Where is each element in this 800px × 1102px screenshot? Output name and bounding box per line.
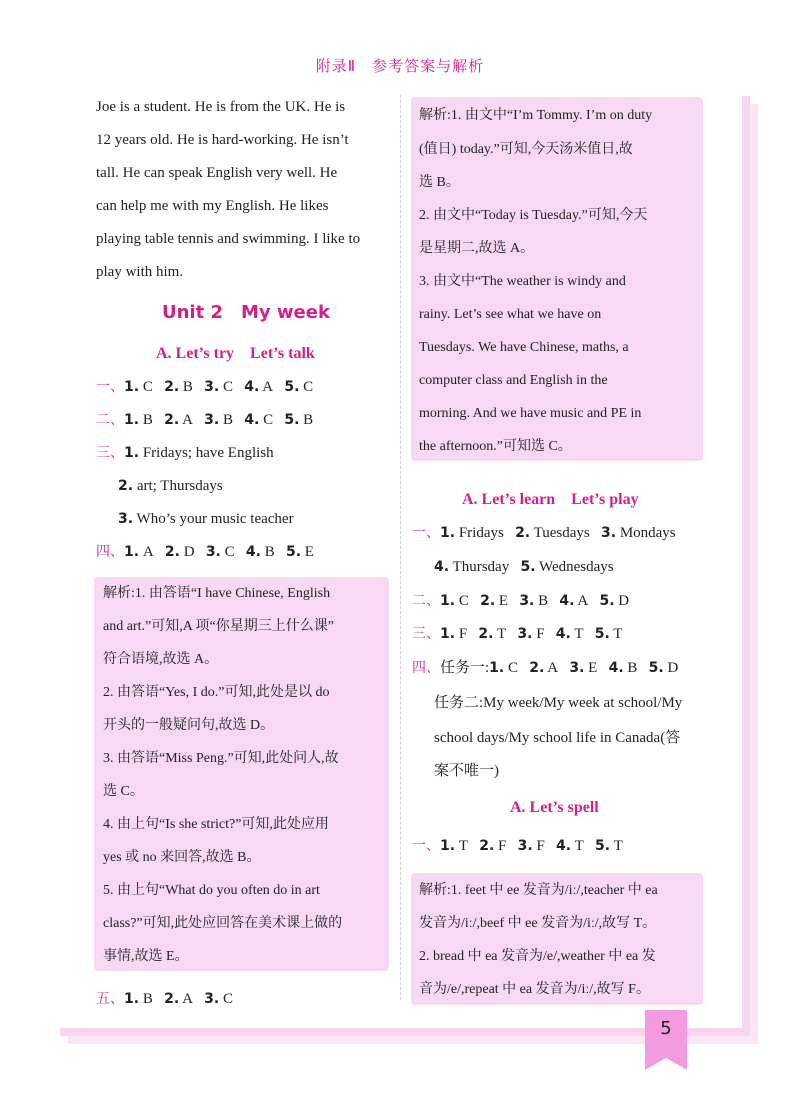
answer-row-2: 二、1. B 2. A 3. B 4. C 5. B — [96, 412, 314, 428]
explanation-line: yes 或 no 来回答,故选 B。 — [103, 850, 261, 865]
explanation-line: rainy. Let’s see what we have on — [419, 307, 602, 322]
question-label: 四、 — [96, 544, 124, 560]
answer-row-r1b: 4. Thursday 5. Wednesdays — [434, 559, 614, 575]
answer-row-r3: 三、1. F 2. T 3. F 4. T 5. T — [412, 626, 623, 642]
column-divider — [400, 95, 401, 1000]
answer-row-3c: 3. Who’s your music teacher — [118, 511, 294, 527]
explanation-line: 开头的一般疑问句,故选 D。 — [103, 718, 275, 733]
passage-line: playing table tennis and swimming. I like to — [96, 231, 361, 247]
explanation-line: (值日) today.”可知,今天汤米值日,故 — [419, 142, 633, 157]
passage-line: can help me with my English. He likes — [96, 198, 329, 214]
question-label: 五、 — [96, 991, 124, 1007]
explanation-line: 2. bread 中 ea 发音为/e/,weather 中 ea 发 — [419, 949, 656, 964]
question-label: 三、 — [412, 626, 440, 642]
answer-row-4: 四、1. A 2. D 3. C 4. B 5. E — [96, 544, 314, 560]
explanation-line: 4. 由上句“Is she strict?”可知,此处应用 — [103, 817, 329, 832]
explanation-line: 3. 由答语“Miss Peng.”可知,此处问人,故 — [103, 751, 339, 766]
task2-line: 任务二:My week/My week at school/My — [434, 695, 683, 711]
explanation-line: 3. 由文中“The weather is windy and — [419, 274, 626, 289]
section-title: A. Let’s learn Let’s play — [462, 491, 639, 508]
answer-row-r2: 二、1. C 2. E 3. B 4. A 5. D — [412, 593, 630, 609]
section-title: A. Let’s try Let’s talk — [156, 345, 315, 362]
answer-row-r4: 四、任务一:1. C 2. A 3. E 4. B 5. D — [412, 660, 679, 676]
page-header: 附录Ⅱ 参考答案与解析 — [315, 57, 485, 75]
passage-line: 12 years old. He is hard-working. He isn’t — [96, 132, 349, 148]
explanation-line: 解析:1. 由文中“I’m Tommy. I’m on duty — [419, 108, 653, 123]
explanation-line: the afternoon.”可知选 C。 — [419, 439, 572, 454]
explanation-line: 发音为/iː/,beef 中 ee 发音为/iː/,故写 T。 — [419, 916, 657, 931]
task2-line: 案不唯一) — [434, 763, 499, 779]
unit-title: Unit 2 My week — [162, 302, 330, 323]
explanation-line: and art.”可知,A 项“你星期三上什么课” — [103, 619, 334, 634]
question-label: 一、 — [96, 379, 124, 395]
answer-row-3: 三、1. Fridays; have English — [96, 445, 274, 461]
explanation-line: Tuesdays. We have Chinese, maths, a — [419, 340, 629, 355]
question-label: 一、 — [412, 525, 440, 541]
explanation-line: morning. And we have music and PE in — [419, 406, 642, 421]
answer-row-1: 一、1. C 2. B 3. C 4. A 5. C — [96, 379, 314, 395]
question-label: 一、 — [412, 838, 440, 854]
question-label: 二、 — [412, 593, 440, 609]
explanation-line: 事情,故选 E。 — [103, 949, 189, 964]
question-label: 三、 — [96, 445, 124, 461]
explanation-line: 解析:1. feet 中 ee 发音为/iː/,teacher 中 ea — [419, 883, 658, 898]
question-label: 四、 — [412, 660, 440, 676]
explanation-line: 2. 由答语“Yes, I do.”可知,此处是以 do — [103, 685, 330, 700]
passage-line: Joe is a student. He is from the UK. He is — [96, 99, 346, 115]
explanation-line: 音为/e/,repeat 中 ea 发音为/iː/,故写 F。 — [419, 982, 650, 997]
passage-line: tall. He can speak English very well. He — [96, 165, 338, 181]
passage-line: play with him. — [96, 264, 184, 280]
explanation-line: computer class and English in the — [419, 373, 608, 388]
explanation-line: 选 C。 — [103, 784, 144, 799]
section-title: A. Let’s spell — [510, 799, 599, 816]
explanation-line: 是星期二,故选 A。 — [419, 241, 535, 256]
explanation-line: 解析:1. 由答语“I have Chinese, English — [103, 586, 331, 601]
page-number: 5 — [660, 1018, 672, 1039]
explanation-line: 2. 由文中“Today is Tuesday.”可知,今天 — [419, 208, 648, 223]
explanation-line: 5. 由上句“What do you often do in art — [103, 883, 320, 898]
task2-line: school days/My school life in Canada(答 — [434, 730, 681, 746]
answer-row-3b: 2. art; Thursdays — [118, 478, 223, 494]
answer-row-r1: 一、1. Fridays 2. Tuesdays 3. Mondays — [412, 525, 676, 541]
explanation-line: 符合语境,故选 A。 — [103, 652, 219, 667]
explanation-line: class?”可知,此处应回答在美术课上做的 — [103, 916, 343, 931]
answer-row-5: 五、1. B 2. A 3. C — [96, 991, 233, 1007]
question-label: 二、 — [96, 412, 124, 428]
answer-row-r5: 一、1. T 2. F 3. F 4. T 5. T — [412, 838, 623, 854]
explanation-line: 选 B。 — [419, 175, 460, 190]
